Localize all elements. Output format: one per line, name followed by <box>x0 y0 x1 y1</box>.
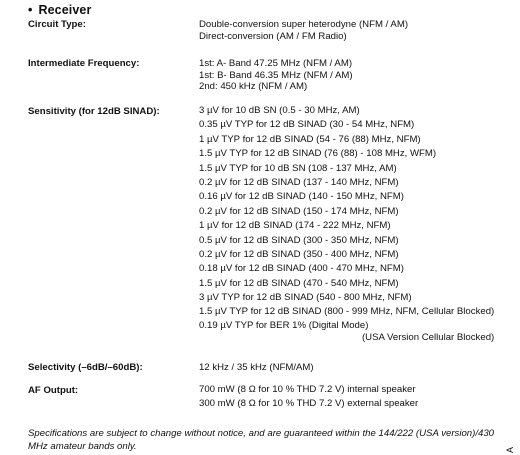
circuit-type-label: Circuit Type: <box>28 19 86 30</box>
intermediate-frequency-value: 2nd: 450 kHz (NFM / AM) <box>199 81 308 92</box>
sensitivity-value: 3 µV for 10 dB SN (0.5 - 30 MHz, AM) <box>199 105 360 116</box>
section-title <box>28 3 91 17</box>
footnote: Specifications are subject to change without notice, and are guaranteed within the 144/222 (USA version)/430 MHz amateur bands only. <box>28 428 494 452</box>
bullet-icon: • <box>28 3 33 17</box>
sensitivity-value: 0.5 µV for 12 dB SINAD (300 - 350 MHz, NFM) <box>199 234 399 246</box>
sensitivity-values <box>199 104 494 344</box>
sensitivity-value: 0.18 µV for 12 dB SINAD (400 - 470 MHz, NFM) <box>199 263 404 275</box>
sensitivity-value: 3 µV TYP for 12 dB SINAD (540 - 800 MHz, NFM) <box>199 292 412 304</box>
intermediate-frequency-value: 1st: A- Band 47.25 MHz (NFM / AM) <box>199 58 353 69</box>
sensitivity-value: 0.16 µV for 12 dB SINAD (140 - 150 MHz, NFM) <box>199 191 404 203</box>
selectivity-value: 12 kHz / 35 kHz (NFM/AM) <box>199 362 314 373</box>
page-edge-mark: A <box>505 446 516 454</box>
sensitivity-value: 0.2 µV for 12 dB SINAD (350 - 400 MHz, NFM) <box>199 248 399 260</box>
sensitivity-value: 0.35 µV TYP for 12 dB SINAD (30 - 54 MHz, NFM) <box>199 119 415 131</box>
selectivity-values <box>199 362 314 374</box>
sensitivity-value: 0.19 µV TYP for BER 1% (Digital Mode) <box>199 319 369 331</box>
sensitivity-value: 1.5 µV for 12 dB SINAD (470 - 540 MHz, NFM) <box>199 277 399 289</box>
sensitivity-value: 0.2 µV for 12 dB SINAD (150 - 174 MHz, NFM) <box>199 205 399 217</box>
sensitivity-value: 0.2 µV for 12 dB SINAD (137 - 140 MHz, NFM) <box>199 176 399 188</box>
section-title-text: Receiver <box>38 3 92 17</box>
sensitivity-value: 1 µV TYP for 12 dB SINAD (54 - 76 (88) MHz, NFM) <box>199 133 421 145</box>
af-output-value: 300 mW (8 Ω for 10 % THD 7.2 V) external speaker <box>199 398 419 409</box>
af-output-value: 700 mW (8 Ω for 10 % THD 7.2 V) internal speaker <box>199 384 416 395</box>
intermediate-frequency-value: 1st: B- Band 46.35 MHz (NFM / AM) <box>199 69 353 81</box>
af-output-label: AF Output: <box>28 385 79 396</box>
sensitivity-value: 1.5 µV TYP for 12 dB SINAD (800 - 999 MHz, NFM, Cellular Blocked) <box>199 306 495 318</box>
sensitivity-value: 1.5 µV TYP for 12 dB SINAD (76 (88) - 108 MHz, WFM) <box>199 148 437 160</box>
selectivity-label: Selectivity (–6dB/–60dB): <box>28 362 143 373</box>
intermediate-frequency-label: Intermediate Frequency: <box>28 58 140 69</box>
sensitivity-label: Sensitivity (for 12dB SINAD): <box>28 106 160 117</box>
sensitivity-value: 1 µV for 12 dB SINAD (174 - 222 MHz, NFM) <box>199 220 391 232</box>
af-output-values <box>199 383 418 411</box>
circuit-type-value: Double-conversion super heterodyne (NFM / AM) <box>199 19 409 30</box>
circuit-type-value: Direct-conversion (AM / FM Radio) <box>199 30 347 42</box>
circuit-type-values <box>199 19 408 42</box>
intermediate-frequency-values <box>199 58 353 93</box>
sensitivity-note: (USA Version Cellular Blocked) <box>361 331 495 343</box>
sensitivity-value: 1.5 µV TYP for 10 dB SN (108 - 137 MHz, AM) <box>199 162 397 174</box>
